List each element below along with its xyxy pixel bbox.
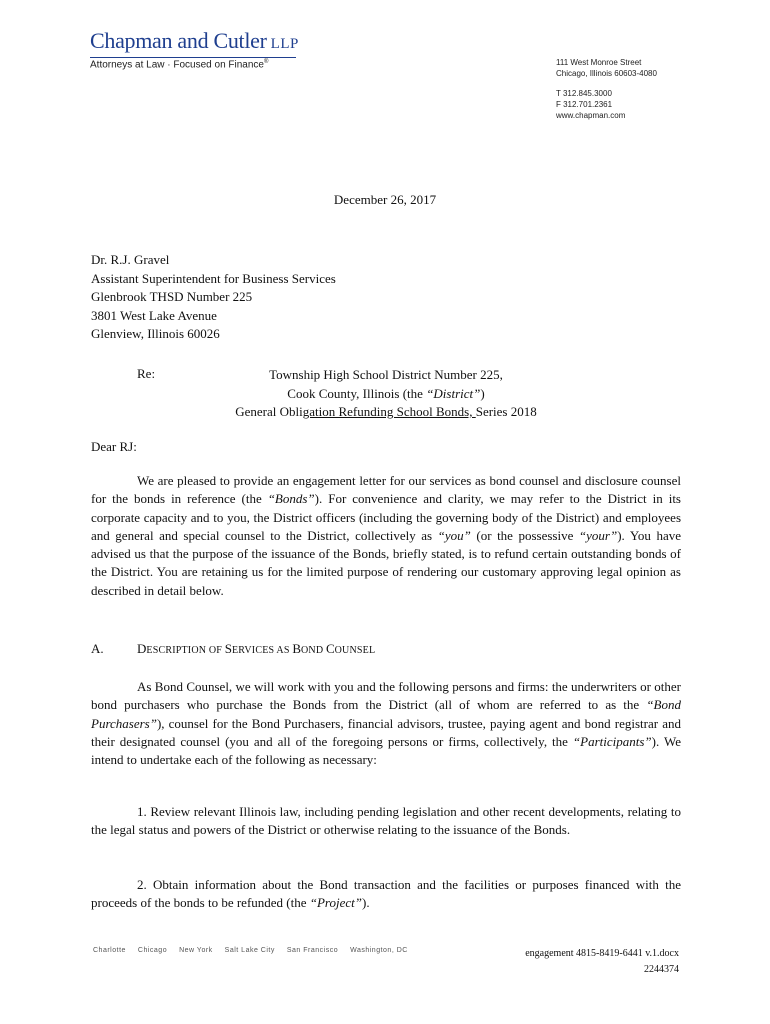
recipient-city: Glenview, Illinois 60026 xyxy=(91,326,220,341)
title-smallcaps: OND xyxy=(300,645,326,656)
para2-text-3: ). We intend to undertake each of the following as necessary: xyxy=(91,733,681,768)
para2-text-2: ), counsel for the Bond Purchasers, financial advisors, trustee, paying agent and bond registrar and their designated counsel (you and all of the foregoing persons or firms, collectively, the xyxy=(91,715,681,749)
re-subject xyxy=(188,366,584,422)
salutation: Dear RJ: xyxy=(91,439,137,454)
re-line-2 xyxy=(188,385,584,404)
office-city: Washington, DC xyxy=(350,947,408,954)
paragraph-engagement xyxy=(91,472,681,600)
office-city: New York xyxy=(179,947,213,954)
firm-address xyxy=(556,57,657,121)
recipient-organization: Glenbrook THSD Number 225 xyxy=(91,289,253,304)
re-line-3-underlined: gation Refunding School Bonds, xyxy=(302,404,476,419)
re-line-2-text: Cook County, Illinois (the xyxy=(287,385,427,401)
para1-text-2: ). For convenience and clarity, we may refer to the District in its corporate capacity and to you, the District officers (including the governing body of the District) and employees and general and special counsel to the District, collectively as xyxy=(91,491,681,543)
office-city: San Francisco xyxy=(286,947,339,954)
re-line-3 xyxy=(188,403,584,422)
logo-divider xyxy=(90,57,296,58)
title-cap: C xyxy=(325,641,335,656)
title-smallcaps: OUNSEL xyxy=(334,645,376,656)
tagline-text: Attorneys at Law · Focused on Finance xyxy=(90,59,264,71)
defined-term-district: “District” xyxy=(426,385,481,401)
firm-suffix: LLP xyxy=(270,36,299,52)
doc-ref-filename: engagement 4815-8419-6441 v.1.docx xyxy=(525,948,679,959)
re-line-2-close: ) xyxy=(480,385,485,401)
defined-term-project: “Project” xyxy=(309,895,363,911)
defined-term-participants: “Participants” xyxy=(572,733,652,749)
section-title xyxy=(137,641,375,656)
address-street: 111 West Monroe Street xyxy=(556,58,642,67)
defined-term-bond-purchasers: “Bond Purchasers” xyxy=(91,697,681,731)
list-item-1 xyxy=(91,803,681,840)
para1-text-4: ). You have advised us that the purpose of the issuance of the Bonds, briefly stated, is to refund certain outstanding bonds of the District. You are retaining us for the limited purpose of rendering our customary approving legal opinion as described in detail below. xyxy=(91,527,681,598)
re-line-3-text: General Obli xyxy=(235,404,303,419)
defined-term-bonds: “Bonds” xyxy=(267,491,315,507)
website-link[interactable]: www.chapman.com xyxy=(556,111,626,120)
office-cities xyxy=(93,947,420,954)
title-smallcaps: ESCRIPTION OF xyxy=(146,645,225,656)
fax-number: F 312.701.2361 xyxy=(556,100,613,109)
para2-text-1: As Bond Counsel, we will work with you and the following persons and firms: the underwriters or other bond purchasers who purchase the Bonds from the District (all of whom are referred to as the xyxy=(91,679,681,713)
firm-logo xyxy=(90,28,299,54)
para1-text-3: (or the possessive xyxy=(470,527,579,543)
defined-term-you: “you” xyxy=(437,527,471,543)
recipient-street: 3801 West Lake Avenue xyxy=(91,307,217,323)
title-smallcaps: ERVICES AS xyxy=(232,645,293,656)
defined-term-your: “your” xyxy=(578,527,618,543)
firm-name: Chapman and Cutler xyxy=(90,28,267,53)
section-number: A. xyxy=(91,641,104,656)
item2-text-1: 2. Obtain information about the Bond transaction and the facilities or purposes financed with the proceeds of the bonds to be refunded (the xyxy=(91,877,681,911)
para1-text-1: We are pleased to provide an engagement letter for our services as bond counsel and disclosure counsel for the bonds in reference (the xyxy=(91,473,681,507)
registered-mark: ® xyxy=(263,59,269,65)
re-label: Re: xyxy=(137,366,156,381)
title-cap: S xyxy=(224,641,232,656)
item1-text: 1. Review relevant Illinois law, including pending legislation and other recent developments, relating to the legal status and powers of the District or otherwise relating to the issuance of the Bonds. xyxy=(91,804,681,838)
re-line-1: Township High School District Number 225, xyxy=(269,367,503,382)
recipient-name: Dr. R.J. Gravel xyxy=(91,252,170,267)
address-city: Chicago, Illinois 60603-4080 xyxy=(556,69,657,78)
section-heading-a xyxy=(91,641,375,657)
document-reference xyxy=(525,946,679,978)
recipient-block xyxy=(91,251,336,344)
firm-tagline xyxy=(90,59,268,70)
address-gap xyxy=(556,79,657,88)
list-item-2 xyxy=(91,876,681,913)
title-cap: B xyxy=(292,641,301,656)
office-city: Charlotte xyxy=(93,947,126,954)
doc-ref-number: 2244374 xyxy=(644,964,679,975)
re-line-3-series: Series 2018 xyxy=(475,404,537,419)
phone-number: T 312.845.3000 xyxy=(556,89,612,98)
recipient-title: Assistant Superintendent for Business Services xyxy=(91,270,336,286)
office-city: Salt Lake City xyxy=(224,947,275,954)
title-cap: D xyxy=(137,641,147,656)
item2-text-2: ). xyxy=(362,895,370,911)
office-city: Chicago xyxy=(137,947,168,954)
letter-date: December 26, 2017 xyxy=(333,192,437,207)
paragraph-bond-counsel xyxy=(91,678,681,769)
